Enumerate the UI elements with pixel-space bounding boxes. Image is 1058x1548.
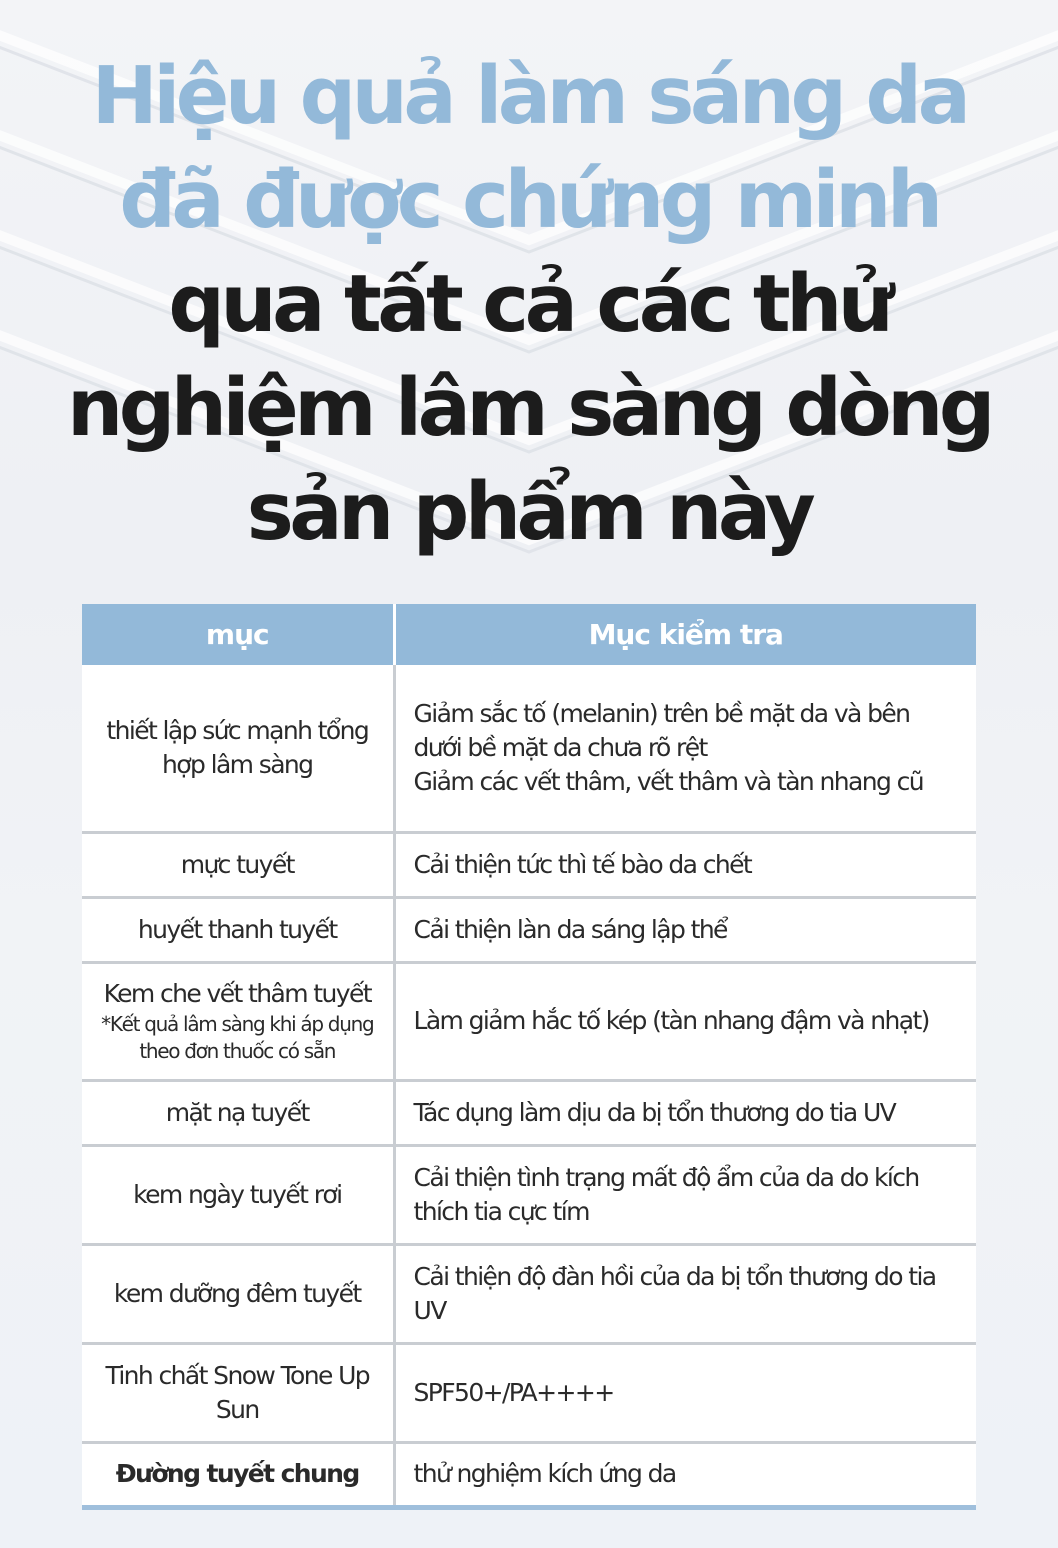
row-test: Tác dụng làm dịu da bị tổn thương do tia UV bbox=[394, 1080, 976, 1145]
row-test: thử nghiệm kích ứng da bbox=[394, 1442, 976, 1507]
row-test: Cải thiện làn da sáng lập thể bbox=[394, 897, 976, 962]
row-test-line: Giảm sắc tố (melanin) trên bề mặt da và bên dưới bề mặt da chưa rõ rệt bbox=[413, 698, 910, 762]
row-test: SPF50+/PA++++ bbox=[394, 1343, 976, 1442]
row-test bbox=[394, 665, 976, 832]
headline bbox=[0, 44, 1058, 564]
table-header-row bbox=[82, 604, 976, 665]
headline-line-2: đã được chứng minh bbox=[119, 154, 939, 246]
row-category-note: *Kết quả lâm sàng khi áp dụng theo đơn thuốc có sẵn bbox=[101, 1012, 374, 1063]
table-row bbox=[82, 832, 976, 897]
row-test: Cải thiện độ đàn hồi của da bị tổn thương do tia UV bbox=[394, 1244, 976, 1343]
headline-line-5: sản phẩm này bbox=[246, 466, 812, 558]
table-row bbox=[82, 1145, 976, 1244]
row-test: Cải thiện tức thì tế bào da chết bbox=[394, 832, 976, 897]
row-category: Đường tuyết chung bbox=[82, 1442, 394, 1507]
table-row bbox=[82, 665, 976, 832]
header-test-item: Mục kiểm tra bbox=[394, 604, 976, 665]
table-row bbox=[82, 1343, 976, 1442]
row-category: thiết lập sức mạnh tổng hợp lâm sàng bbox=[82, 665, 394, 832]
row-category: kem ngày tuyết rơi bbox=[82, 1145, 394, 1244]
row-category: mặt nạ tuyết bbox=[82, 1080, 394, 1145]
row-test: Cải thiện tình trạng mất độ ẩm của da do kích thích tia cực tím bbox=[394, 1145, 976, 1244]
row-category-label: Kem che vết thâm tuyết bbox=[103, 979, 371, 1008]
clinical-test-table bbox=[82, 604, 976, 1510]
table-row bbox=[82, 1080, 976, 1145]
row-category: huyết thanh tuyết bbox=[82, 897, 394, 962]
header-category: mục bbox=[82, 604, 394, 665]
table-row bbox=[82, 897, 976, 962]
headline-line-1: Hiệu quả làm sáng da bbox=[91, 50, 967, 142]
headline-line-4: nghiệm lâm sàng dòng bbox=[67, 362, 991, 454]
table-row bbox=[82, 962, 976, 1080]
table-row bbox=[82, 1244, 976, 1343]
row-test-line: Giảm các vết thâm, vết thâm và tàn nhang cũ bbox=[413, 766, 923, 796]
table-row bbox=[82, 1442, 976, 1507]
row-category bbox=[82, 962, 394, 1080]
row-test: Làm giảm hắc tố kép (tàn nhang đậm và nhạt) bbox=[394, 962, 976, 1080]
row-category: kem dưỡng đêm tuyết bbox=[82, 1244, 394, 1343]
headline-line-3: qua tất cả các thử bbox=[168, 258, 890, 350]
row-category: Tinh chất Snow Tone Up Sun bbox=[82, 1343, 394, 1442]
row-category: mực tuyết bbox=[82, 832, 394, 897]
